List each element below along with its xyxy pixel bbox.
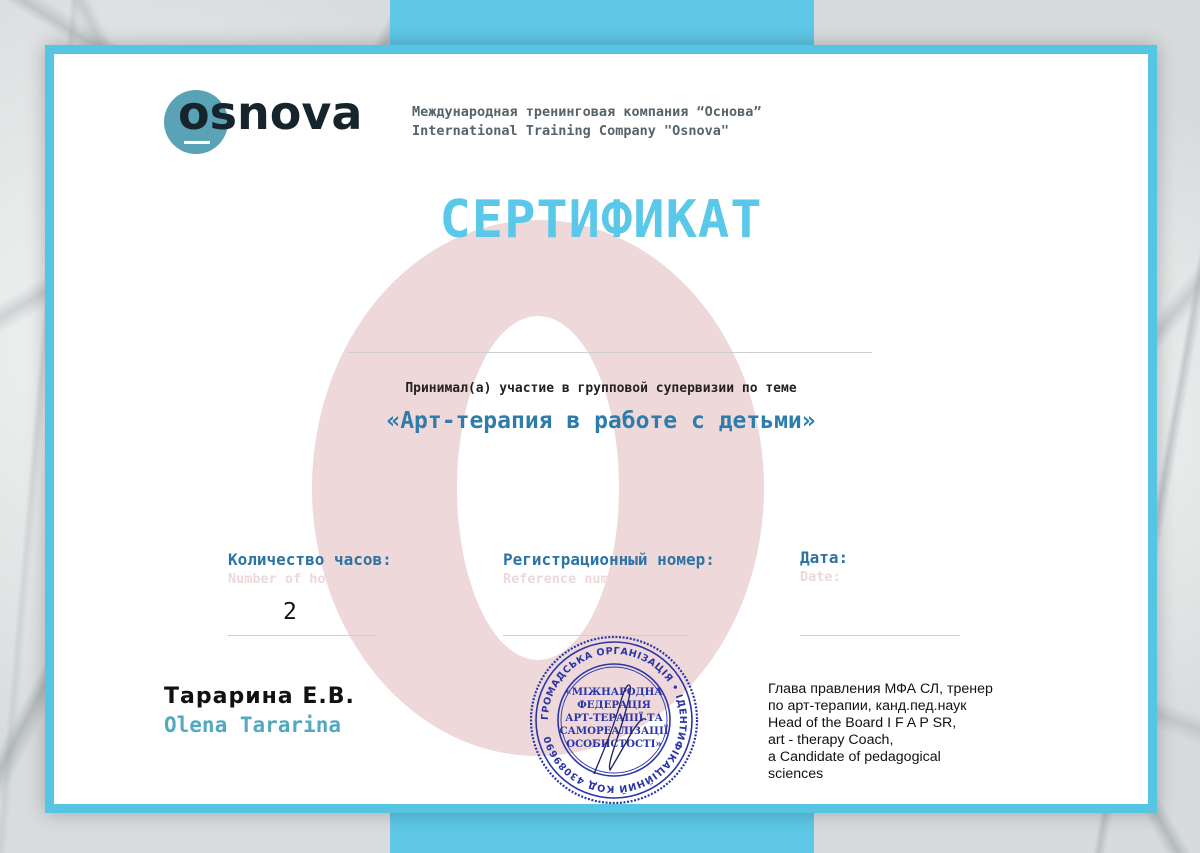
stamp-center-line: ОСОБИСТОСТІ» xyxy=(566,738,662,750)
stamp-center-line: АРТ-ТЕРАПІЇ ТА xyxy=(565,712,663,724)
watermark-o-hole xyxy=(457,316,619,660)
role-line: a Candidate of pedagogical xyxy=(768,749,941,765)
official-stamp xyxy=(528,634,700,806)
stamp-ring-text: ГРОМАДСЬКА ОРГАНІЗАЦІЯ • ІДЕНТИФІКАЦІЙНИЙ КОД 43089690 xyxy=(539,645,689,795)
stamp-center-line: САМОРЕАЛІЗАЦІЇ xyxy=(559,725,669,737)
hours-label: Количество часов: xyxy=(228,550,392,569)
stamp-center-line: ФЕДЕРАЦІЯ xyxy=(577,699,651,711)
hours-value: 2 xyxy=(283,599,297,625)
certificate-sheet xyxy=(45,45,1157,813)
title-divider xyxy=(348,352,872,353)
role-line: по арт-терапии, канд.пед.наук xyxy=(768,698,967,714)
role-line: Глава правления МФА СЛ, тренер xyxy=(768,681,993,697)
date-line xyxy=(800,635,960,636)
date-label: Дата: xyxy=(800,548,849,567)
hours-line xyxy=(228,635,376,636)
participation-text: Принимал(а) участие в групповой супервизии по теме xyxy=(405,381,797,396)
company-name-block xyxy=(412,103,762,141)
logo-underline xyxy=(184,141,210,144)
role-line: sciences xyxy=(768,766,824,782)
certificate-title: СЕРТИФИКАТ xyxy=(439,190,763,250)
role-line: Head of the Board I F A P SR, xyxy=(768,715,957,731)
date-sublabel: Date: xyxy=(800,569,841,585)
reference-label: Регистрационный номер: xyxy=(503,550,715,569)
logo-wordmark: osnova xyxy=(178,86,363,140)
company-name-en: International Training Company "Osnova" xyxy=(412,123,729,139)
osnova-logo xyxy=(164,86,384,154)
role-line: art - therapy Coach, xyxy=(768,732,894,748)
reference-sublabel: Reference number: xyxy=(503,571,642,587)
stamp-center-line: «МІЖНАРОДНА xyxy=(565,686,663,698)
signatory-name-en: Olena Tararina xyxy=(164,713,342,737)
signatory-role xyxy=(768,681,1038,783)
topic-title: «Арт-терапия в работе с детьми» xyxy=(386,408,816,434)
signatory-name-ru: Тарарина Е.В. xyxy=(164,684,355,709)
hours-sublabel: Number of hours: xyxy=(228,571,359,587)
company-name-ru: Международная тренинговая компания “Основа” xyxy=(412,104,762,120)
